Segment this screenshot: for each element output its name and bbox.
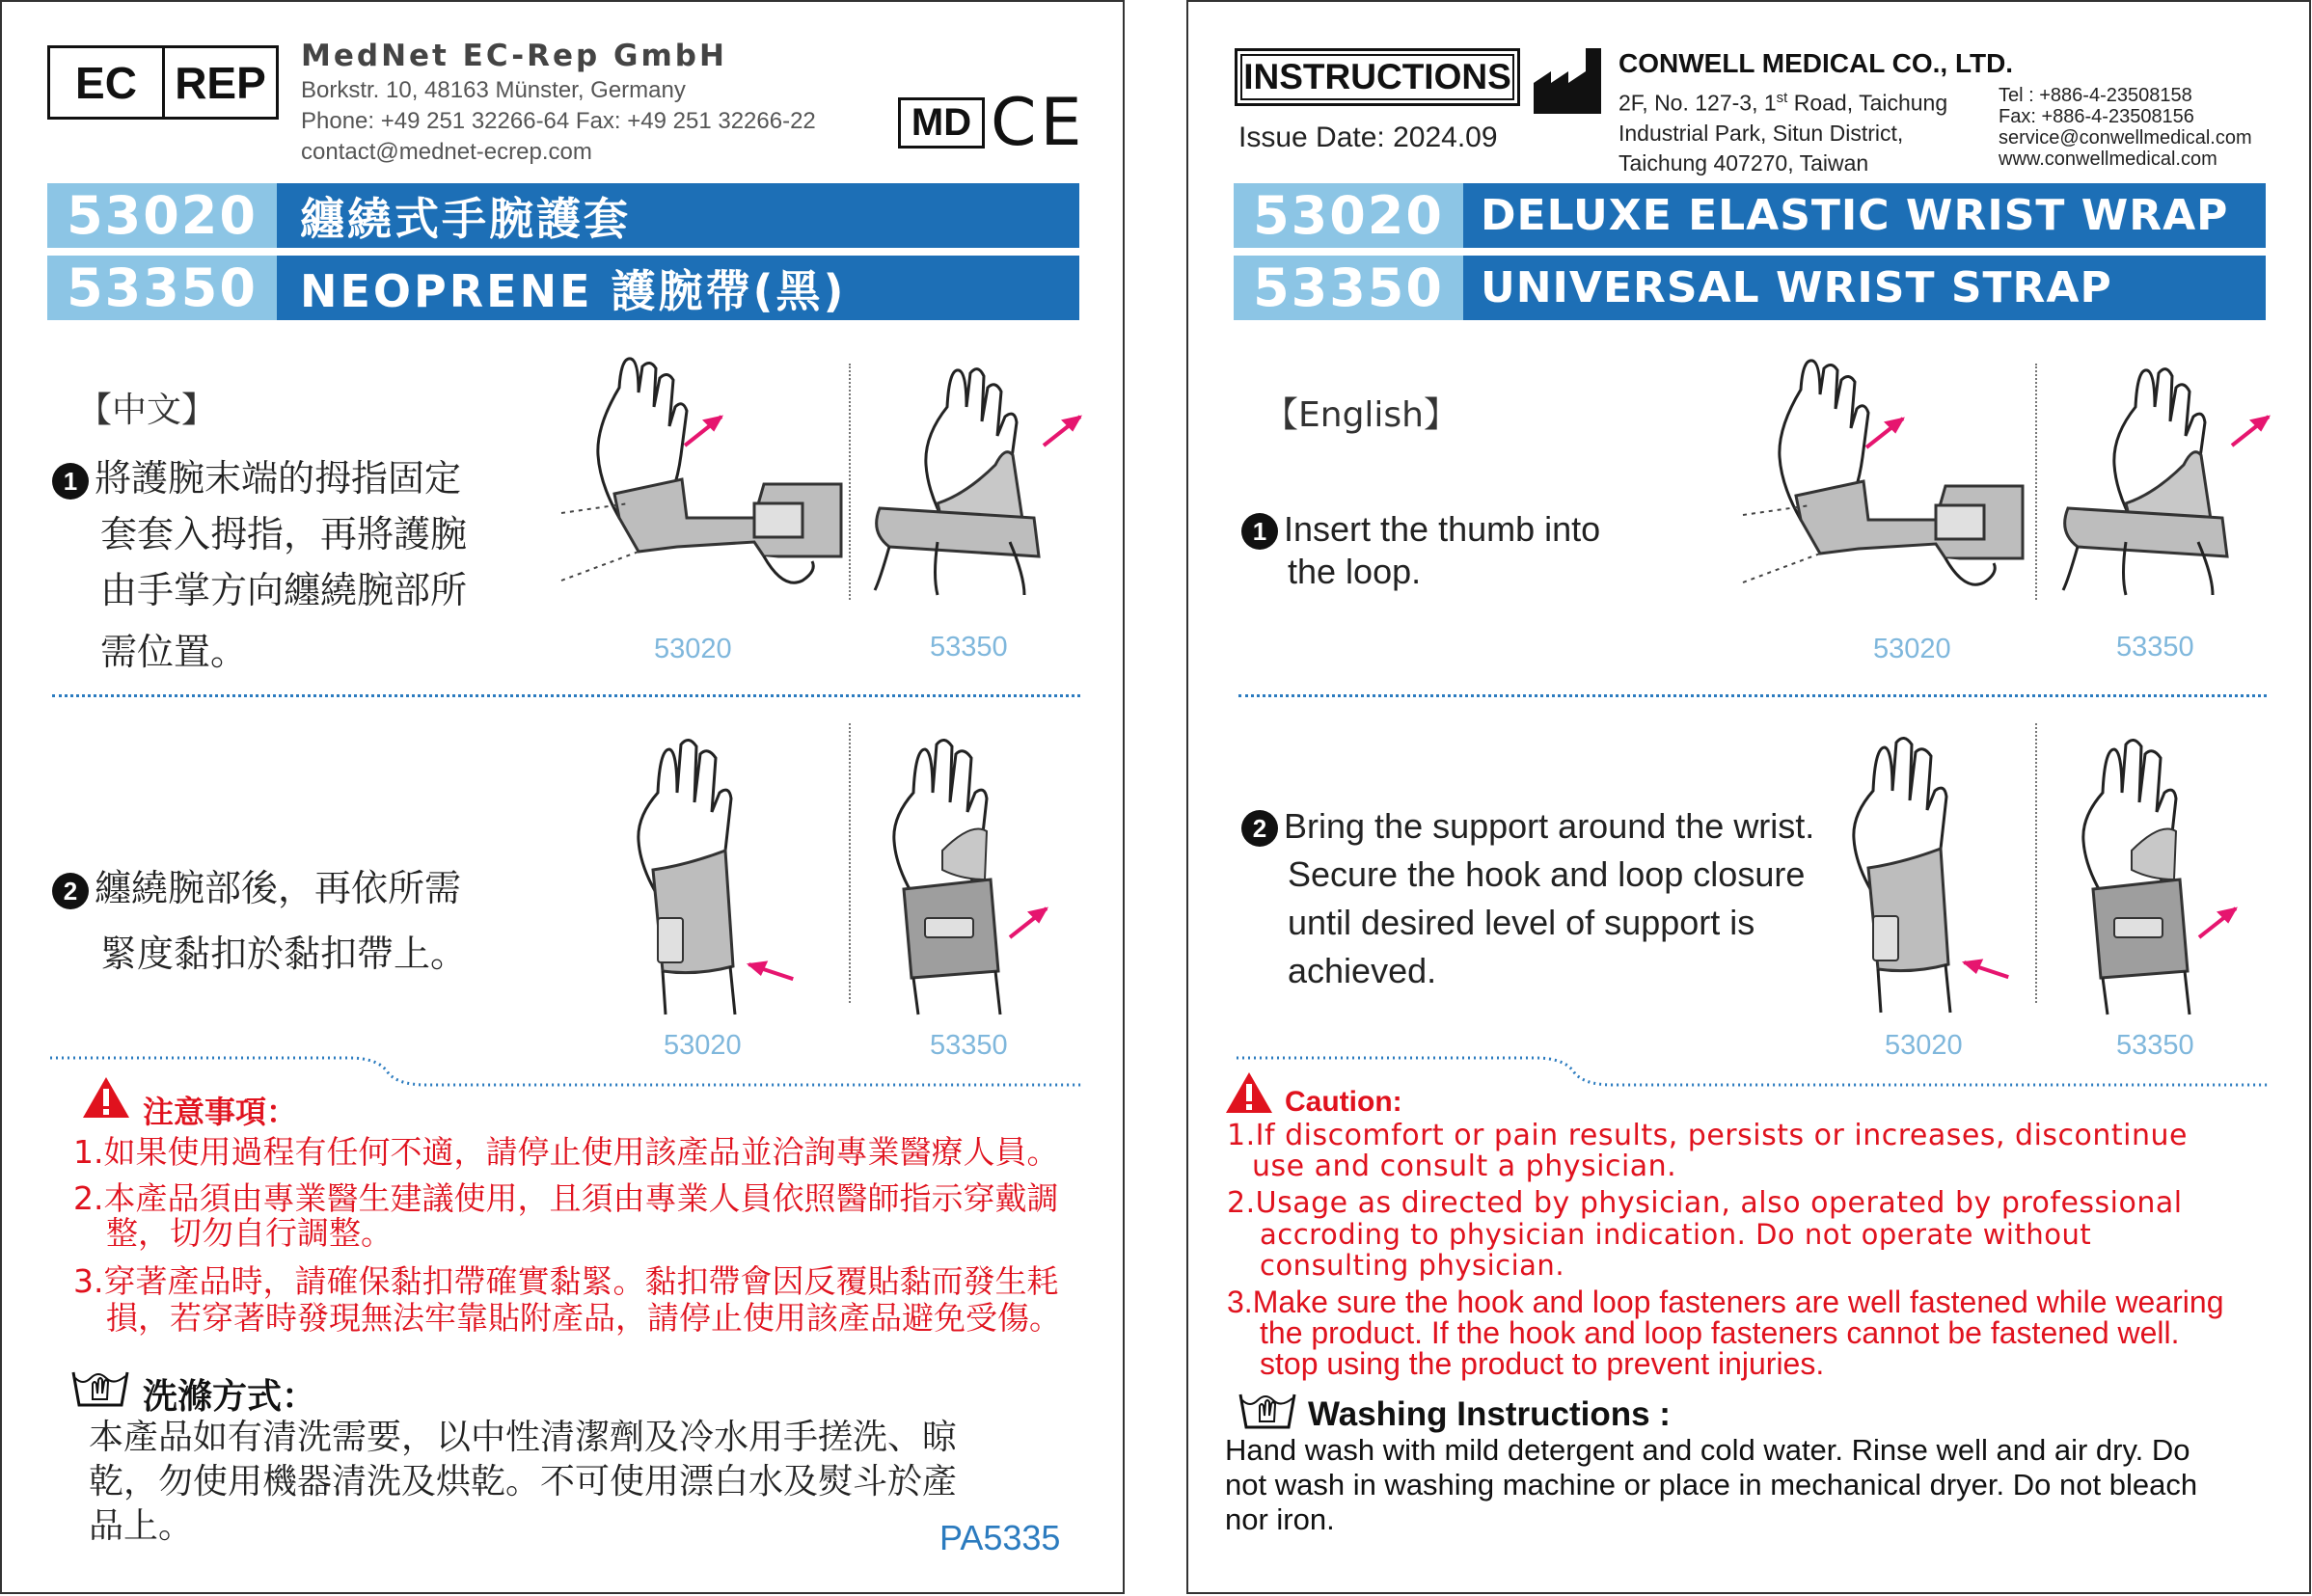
address-line: 2F, No. 127-3, 1st Road, Taichung xyxy=(1618,90,1948,116)
product-code: 53350 xyxy=(1234,256,1463,320)
image-caption: 53350 xyxy=(2116,632,2194,663)
wash-line: 品上。 xyxy=(89,1506,194,1546)
hand-wash-icon xyxy=(71,1366,129,1411)
factory-icon xyxy=(1534,48,1603,116)
website: www.conwellmedical.com xyxy=(1999,149,2217,170)
caution-item: 損，若穿著時發現無法牢靠貼附產品，請停止使用該產品避免受傷。 xyxy=(106,1299,1061,1337)
image-caption: 53020 xyxy=(1885,1030,1963,1061)
step-1 xyxy=(52,450,534,680)
illustration-53350-step2 xyxy=(2054,725,2247,1014)
product-code: 53020 xyxy=(47,183,277,248)
step-line: 需位置。 xyxy=(100,631,248,673)
tel: Tel : +886-4-23508158 xyxy=(1999,85,2192,106)
warning-triangle-icon xyxy=(81,1075,131,1120)
product-code: 53020 xyxy=(1234,183,1463,248)
illustration-53350-step1 xyxy=(2068,349,2290,600)
instructions-box xyxy=(1235,48,1520,106)
wash-title: Washing Instructions : xyxy=(1308,1395,1671,1433)
caution-list xyxy=(73,1132,1115,1339)
image-caption: 53020 xyxy=(664,1030,742,1061)
step-2 xyxy=(52,860,534,982)
chinese-panel xyxy=(0,0,1125,1594)
divider xyxy=(849,364,851,600)
illustration-53020-step1 xyxy=(1743,351,2032,602)
caution-item: consulting physician. xyxy=(1260,1249,1565,1282)
image-caption: 53350 xyxy=(930,1030,1008,1061)
caution-list xyxy=(1227,1121,2298,1379)
product-title: DELUXE ELASTIC WRIST WRAP xyxy=(1463,183,2266,248)
fax: Fax: +886-4-23508156 xyxy=(1999,106,2194,127)
divider xyxy=(849,723,851,1003)
company-name: CONWELL MEDICAL CO., LTD. xyxy=(1618,48,2014,78)
section-divider xyxy=(1238,694,2267,697)
address-line: Taichung 407270, Taiwan xyxy=(1618,149,1869,176)
section-divider xyxy=(1237,1048,2269,1087)
rep-address: Borkstr. 10, 48163 Münster, Germany xyxy=(301,77,686,103)
illustration-53020-step1 xyxy=(561,349,851,600)
product-band-2 xyxy=(47,256,1079,320)
address-line: Industrial Park, Situn District, xyxy=(1618,120,1904,146)
product-band-1 xyxy=(1234,183,2266,248)
md-symbol: MD xyxy=(898,97,985,149)
caution-item: use and consult a physician. xyxy=(1252,1150,1677,1183)
illustration-53350-step2 xyxy=(865,725,1058,1014)
illustration-53020-step2 xyxy=(610,725,802,1014)
divider xyxy=(2035,723,2037,1003)
document-code: PA5335 xyxy=(939,1518,1061,1557)
caution-item: 2.本產品須由專業醫生建議使用，且須由專業人員依照醫師指示穿戴調 xyxy=(73,1179,1059,1217)
step-number: 2 xyxy=(1241,810,1278,847)
product-band-1 xyxy=(47,183,1079,248)
caution-item: the product. If the hook and loop fasteners cannot be fastened well. xyxy=(1260,1315,2180,1350)
illustration-53020-step2 xyxy=(1825,723,2018,1013)
company-address xyxy=(1618,83,1947,178)
caution-item: 1.If discomfort or pain results, persists or increases, discontinue xyxy=(1227,1119,2188,1152)
step-line: 纏繞腕部後，再依所需 xyxy=(95,867,462,909)
caution-item: 2.Usage as directed by physician, also operated by professional xyxy=(1227,1186,2183,1220)
product-band-2 xyxy=(1234,256,2266,320)
section-divider xyxy=(50,1048,1082,1087)
divider xyxy=(2035,364,2037,600)
step-line: 將護腕末端的拇指固定 xyxy=(95,457,462,500)
ec-label: EC xyxy=(50,48,165,117)
step-2 xyxy=(1241,802,1839,995)
wash-line: 乾，勿使用機器清洗及烘乾。不可使用漂白水及熨斗於產 xyxy=(89,1462,958,1501)
caution-item: 3.穿著產品時，請確保黏扣帶確實黏緊。黏扣帶會因反覆貼黏而發生耗 xyxy=(73,1262,1059,1300)
language-label: 【中文】 xyxy=(77,391,217,430)
step-line: 緊度黏扣於黏扣帶上。 xyxy=(100,933,468,975)
company-contact xyxy=(1999,85,2252,170)
step-line: Bring the support around the wrist. xyxy=(1284,806,1815,846)
step-line: achieved. xyxy=(1288,951,1437,990)
product-code: 53350 xyxy=(47,256,277,320)
rep-company: MedNet EC-Rep GmbH xyxy=(301,39,727,73)
step-line: Secure the hook and loop closure xyxy=(1288,854,1806,894)
caution-item: 1.如果使用過程有任何不適，請停止使用該產品並洽詢專業醫療人員。 xyxy=(73,1133,1059,1171)
illustration-53350-step1 xyxy=(880,349,1102,600)
wash-text xyxy=(1225,1433,2305,1537)
product-title: 纏繞式手腕護套 xyxy=(277,183,1079,248)
step-number: 1 xyxy=(52,463,89,500)
step-1 xyxy=(1241,505,1743,596)
warning-triangle-icon xyxy=(1224,1070,1274,1115)
step-line: 由手掌方向纏繞腕部所 xyxy=(100,569,468,611)
wash-line: nor iron. xyxy=(1225,1502,1335,1536)
instructions-label: INSTRUCTIONS xyxy=(1240,54,1514,100)
wash-title: 洗滌方式： xyxy=(143,1377,317,1417)
wash-line: not wash in washing machine or place in mechanical dryer. Do not bleach xyxy=(1225,1468,2198,1501)
email: service@conwellmedical.com xyxy=(1999,127,2252,149)
rep-email: contact@mednet-ecrep.com xyxy=(301,139,592,165)
caution-title: 注意事項： xyxy=(143,1094,298,1130)
ec-rep-symbol xyxy=(47,45,279,120)
ce-mark-icon: CE xyxy=(991,85,1086,161)
section-divider xyxy=(52,694,1080,697)
step-line: Insert the thumb into xyxy=(1284,509,1601,549)
wash-line: Hand wash with mild detergent and cold water. Rinse well and air dry. Do xyxy=(1225,1433,2190,1467)
english-panel xyxy=(1186,0,2311,1594)
issue-date: Issue Date: 2024.09 xyxy=(1238,122,1498,153)
step-line: 套套入拇指，再將護腕 xyxy=(100,513,468,555)
caution-item: accroding to physician indication. Do not operate without xyxy=(1260,1218,2092,1251)
product-title: NEOPRENE 護腕帶(黑) xyxy=(277,256,1079,320)
step-line: until desired level of support is xyxy=(1288,903,1755,942)
rep-label: REP xyxy=(175,57,266,108)
language-label: 【English】 xyxy=(1264,395,1458,435)
step-number: 2 xyxy=(52,873,89,909)
image-caption: 53020 xyxy=(654,634,732,664)
image-caption: 53350 xyxy=(930,632,1008,663)
caution-item: 整，切勿自行調整。 xyxy=(106,1214,393,1252)
image-caption: 53350 xyxy=(2116,1030,2194,1061)
product-title: UNIVERSAL WRIST STRAP xyxy=(1463,256,2266,320)
step-line: the loop. xyxy=(1288,552,1422,591)
rep-phone: Phone: +49 251 32266-64 Fax: +49 251 32266-22 xyxy=(301,108,816,134)
caution-title: Caution: xyxy=(1285,1086,1402,1118)
image-caption: 53020 xyxy=(1873,634,1951,664)
step-number: 1 xyxy=(1241,513,1278,550)
caution-item: stop using the product to prevent injuries. xyxy=(1260,1346,1825,1381)
hand-wash-icon xyxy=(1238,1389,1296,1433)
caution-item: 3.Make sure the hook and loop fasteners are well fastened while wearing xyxy=(1227,1285,2224,1319)
wash-line: 本產品如有清洗需要，以中性清潔劑及冷水用手搓洗、晾 xyxy=(89,1418,958,1457)
